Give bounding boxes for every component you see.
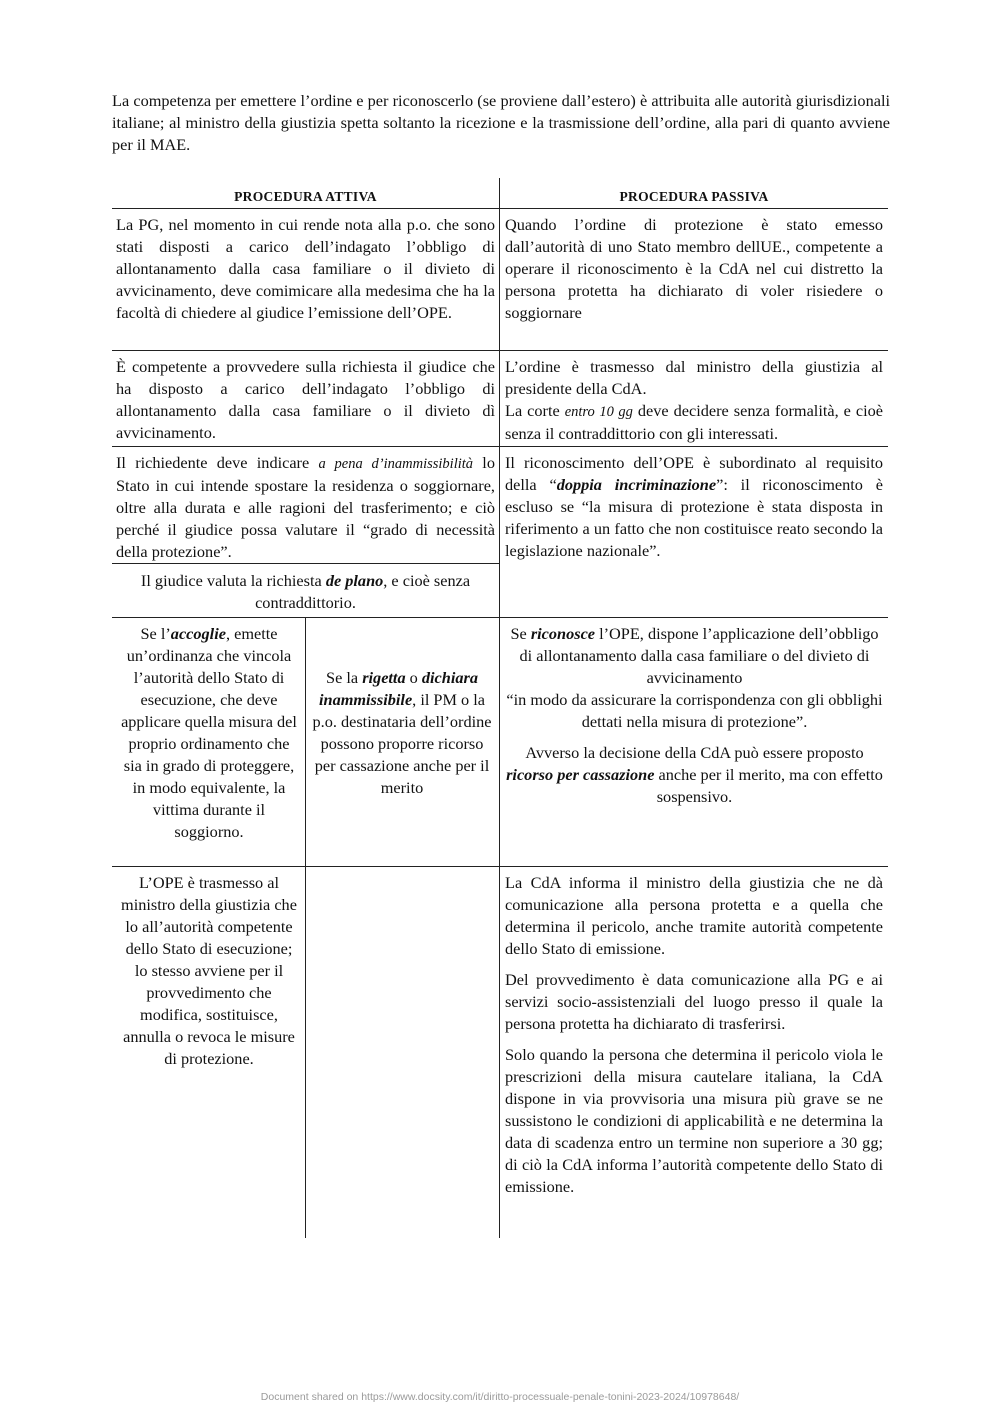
text-fragment: o (405, 668, 422, 687)
table-rule (112, 446, 888, 447)
text-fragment: , il PM o la p.o. destinataria dell’ordine possono proporre ricorso per cassazione anche per il merito (312, 690, 492, 797)
row2-active-cell: È competente a provvedere sulla richiesta il giudice che ha disposto a carico dell’indagato l’obbligo di allontanamento dalla casa familiare o il divieto dì avvicinamento. (116, 357, 495, 442)
row2-passive-text-1: L’ordine è trasmesso dal ministro della giustizia al presidente della CdA. (505, 357, 883, 398)
table-rule (112, 866, 888, 867)
text-fragment: Il riconoscimento dell’OPE è subordinato al requisito della “ (505, 453, 883, 494)
inadmissibility-emphasis: a pena d’inammissibilità (318, 456, 474, 472)
deadline-emphasis: entro 10 gg (564, 404, 633, 420)
row5-active-cell: L’OPE è trasmesso al ministro della giustizia che lo all’autorità competente dello Stato di esecuzione; lo stesso avviene per il provvedimento che modifica, sostituisce, annulla o revoca le misure di protezione. (121, 873, 297, 1068)
row1-active-cell: La PG, nel momento in cui rende nota alla p.o. che sono stati disposti a carico dell’indagato l’obbligo di allontanamento dalla casa familiare o il divieto di avvicinamento, deve comimicare alla medesima che ha la facoltà di chiedere al giudice l’emissione dell’OPE. (116, 215, 495, 322)
table-inner-divider (305, 617, 306, 1238)
row3-active-cell-2 (116, 570, 495, 614)
rigetta-emphasis: rigetta (362, 668, 406, 687)
table-rule (112, 617, 888, 618)
text-fragment: , emette un’ordinanza che vincola l’autorità dello Stato di esecuzione, che deve applicare quella misura del proprio ordinamento che sia in grado di proteggere, in modo equivalente, la vittima durante il soggiorno. (121, 624, 297, 841)
table-rule (112, 208, 888, 209)
table-rule (112, 350, 888, 351)
dichiara-inammissibile-emphasis: dichiara inammissibile (318, 668, 478, 709)
row5-passive-text-2: Del provvedimento è data comunicazione alla PG e ai servizi socio-assistenziali del luogo presso il quale la persona protetta ha dichiarato di trasferirsi. (505, 970, 883, 1033)
text-fragment: Il richiedente deve indicare (116, 453, 319, 472)
row4-passive-cell (506, 623, 883, 808)
row4-passive-text-1 (506, 623, 883, 733)
text-fragment: “in modo da assicurare la corrispondenza con gli obblighi dettati nella misura di protezione”. (506, 690, 883, 731)
text-fragment: La corte (505, 401, 565, 420)
accoglie-emphasis: accoglie (170, 624, 226, 643)
ricorso-cassazione-emphasis: ricorso per cassazione (506, 765, 655, 784)
header-procedura-attiva: PROCEDURA ATTIVA (234, 189, 377, 204)
text-fragment: Se l’ (140, 624, 171, 643)
row5-passive-text-1: La CdA informa il ministro della giustizia che ne dà comunicazione alla persona protetta e a quella che determina il pericolo, anche tramite autorità competente dello Stato di emissione. (505, 873, 883, 958)
row4-reject-cell (309, 667, 495, 799)
text-fragment: , e cioè senza contraddittorio. (255, 571, 471, 612)
row5-passive-text-3: Solo quando la persona che determina il pericolo viola le prescrizioni della misura cautelare italiana, la CdA dispone in via provvisoria una misura più grave se ne sussistono le condizioni di applicabilità e ne determina la data di scadenza entro un termine non superiore a 30 gg; di ciò la CdA informa l’autorità competente dello Stato di emissione. (505, 1045, 883, 1196)
text-fragment: l’OPE, dispone l’applicazione dell’obbligo di allontanamento dalla casa familiare o del divieto di avvicinamento (519, 624, 879, 687)
text-fragment: ”: il riconoscimento è escluso se “la misura di protezione è stata disposta in riferimento a un fatto che non costituisce reato secondo la legislazione nazionale”. (505, 475, 883, 560)
header-procedura-passiva: PROCEDURA PASSIVA (619, 189, 769, 204)
row4-accept-cell (118, 623, 300, 843)
row3-active-cell (116, 452, 495, 563)
text-fragment: Se la (326, 668, 363, 687)
de-plano-emphasis: de plano (325, 571, 384, 590)
footer-share-notice: Document shared on https://www.docsity.com/it/diritto-processuale-penale-tonini-2023-2024/10978648/ (260, 1391, 740, 1403)
row2-passive-text-2 (505, 400, 883, 445)
row3-passive-cell (505, 452, 883, 562)
row1-passive-cell: Quando l’ordine di protezione è stato emesso dall’autorità di uno Stato membro dellUE., competente a operare il riconoscimento è la CdA nel cui distretto la persona protetta ha dichiarato di voler risiedere o soggiornare (505, 215, 883, 322)
text-fragment: Avverso la decisione della CdA può essere proposto (525, 743, 864, 762)
row4-passive-text-2 (506, 742, 883, 808)
doppia-incriminazione-emphasis: doppia incriminazione (556, 475, 717, 494)
row5-passive-cell (505, 872, 883, 1198)
text-fragment: lo Stato in cui intende spostare la residenza o soggiornare, oltre alla durata e alle ragioni del trasferimento; e ciò perché il giudice possa valutare il “grado di necessità della protezione”. (116, 453, 495, 561)
riconosce-emphasis: riconosce (530, 624, 596, 643)
text-fragment: anche per il merito, ma con effetto sospensivo. (654, 765, 883, 806)
text-fragment: Se (510, 624, 531, 643)
table-center-divider (499, 178, 500, 1238)
intro-paragraph: La competenza per emettere l’ordine e per riconoscerlo (se proviene dall’estero) è attribuita alle autorità giurisdizionali italiane; al ministro della giustizia spetta soltanto la ricezione e la trasmissione dell’ordine, alla pari di quanto avviene per il MAE. (112, 91, 890, 154)
text-fragment: deve decidere senza formalità, e cioè senza il contraddittorio con gli interessati. (505, 401, 884, 443)
text-fragment: Il giudice valuta la richiesta (140, 571, 326, 590)
row2-passive-cell (505, 356, 883, 445)
table-rule (112, 563, 499, 564)
